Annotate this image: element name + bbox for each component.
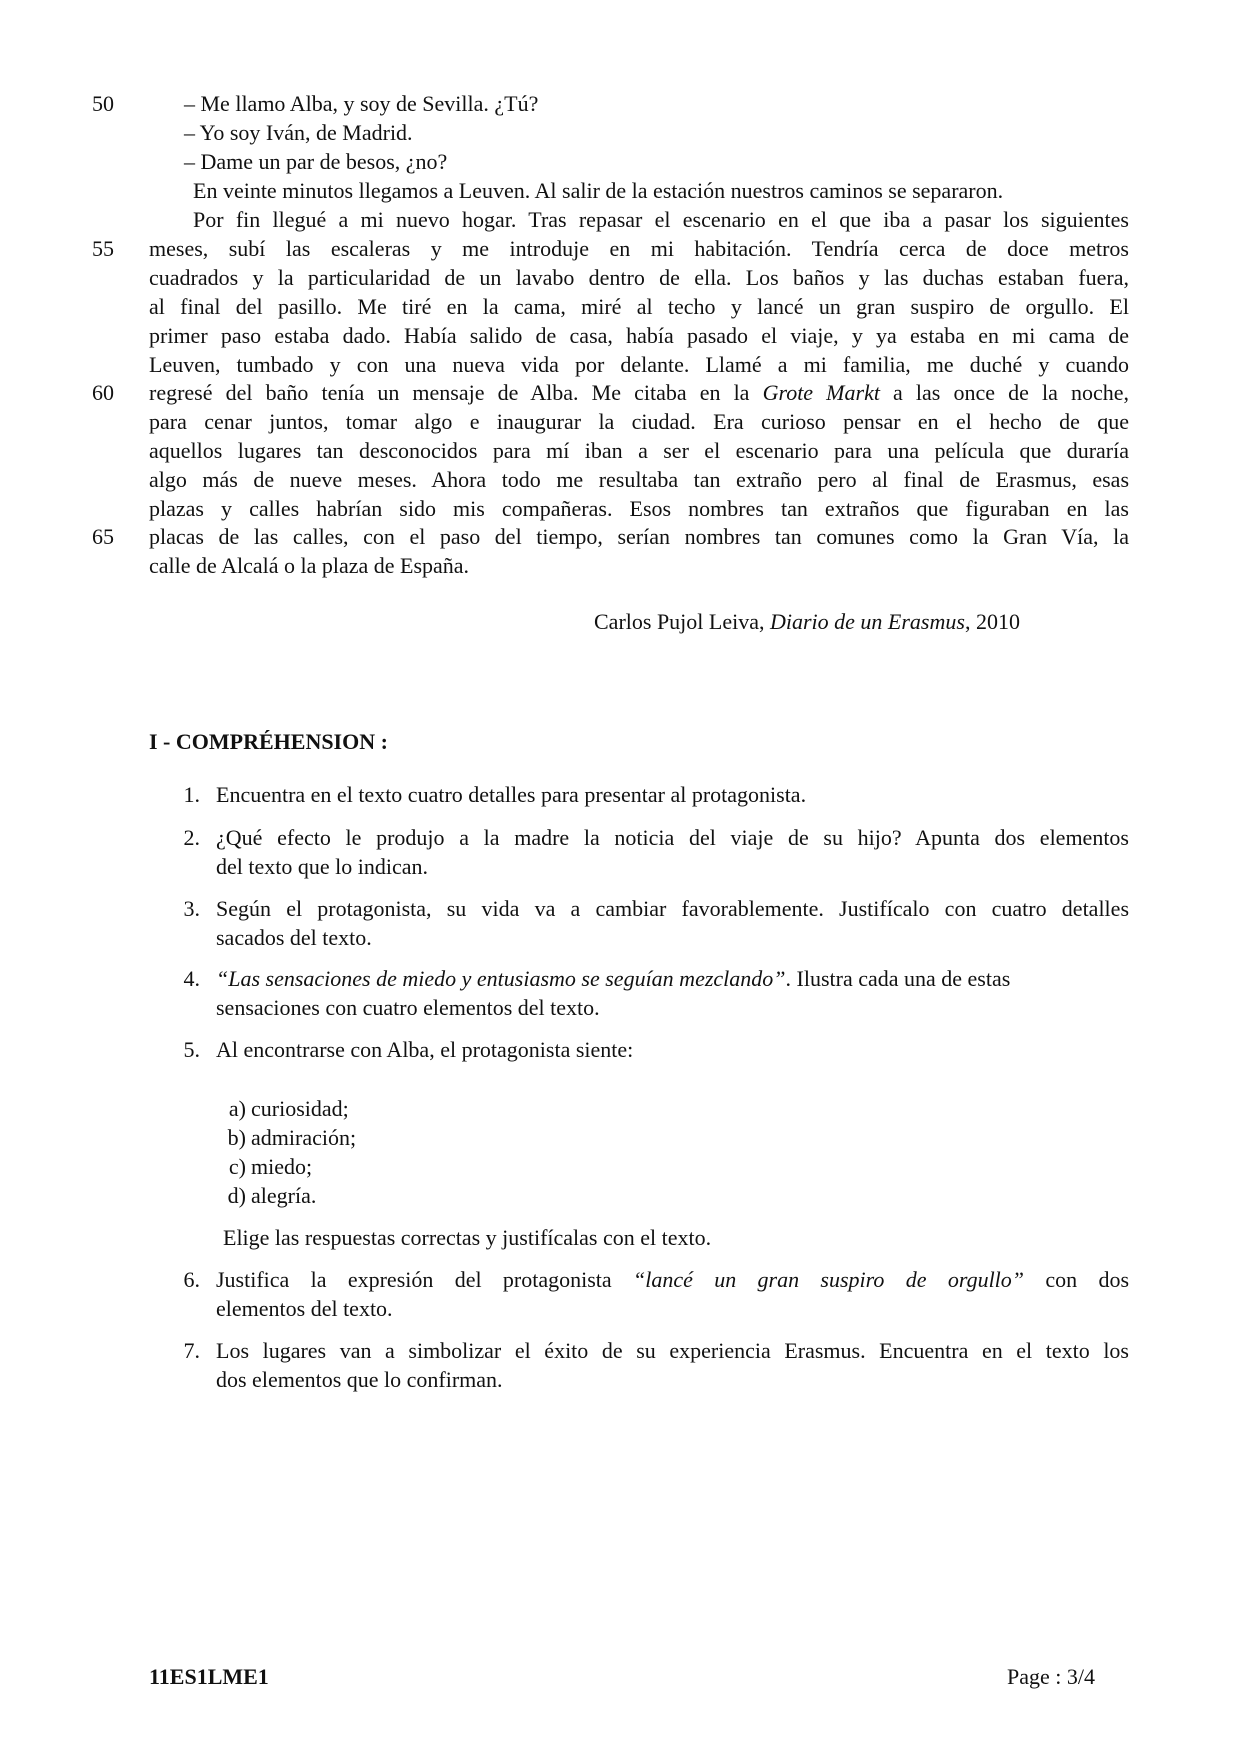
question-text: sensaciones con cuatro elementos del texto. <box>216 995 600 1020</box>
paragraph-line: calle de Alcalá o la plaza de España. <box>149 553 470 578</box>
place-name: Grote Markt <box>762 380 880 405</box>
option-letter: d) <box>227 1183 246 1208</box>
question-text-part: . Ilustra cada una de estas <box>785 966 1011 991</box>
quotation: “lancé un gran suspiro de orgullo” <box>633 1267 1025 1292</box>
question-text: dos elementos que lo confirman. <box>216 1367 503 1392</box>
source-attribution <box>594 607 1020 637</box>
question-text <box>216 1265 1129 1295</box>
line-text: regresé del baño tenía un mensaje de Alba. Me citaba en la <box>149 380 763 405</box>
question-text-part: con dos <box>1024 1267 1129 1292</box>
question-text: Al encontrarse con Alba, el protagonista siente: <box>216 1037 634 1062</box>
line-number-65: 65 <box>92 524 114 549</box>
paragraph-line: En veinte minutos llegamos a Leuven. Al salir de la estación nuestros caminos se separaron. <box>193 178 1004 203</box>
option-text: curiosidad; <box>251 1096 349 1121</box>
question-text: Encuentra en el texto cuatro detalles para presentar al protagonista. <box>216 782 807 807</box>
question-text-part: Justifica la expresión del protagonista <box>216 1267 633 1292</box>
exam-code: 11ES1LME1 <box>149 1664 269 1689</box>
question-text: del texto que lo indican. <box>216 854 428 879</box>
paragraph-line: meses, subí las escaleras y me introduje en mi habitación. Tendría cerca de doce metros <box>149 236 1129 261</box>
dialogue-line: – Me llamo Alba, y soy de Sevilla. ¿Tú? <box>184 91 539 116</box>
author: Carlos Pujol Leiva, <box>594 609 770 634</box>
question-number: 7. <box>183 1338 200 1363</box>
paragraph-line: cuadrados y la particularidad de un lavabo dentro de ella. Los baños y las duchas estaban fuera, <box>149 265 1129 290</box>
question-text: ¿Qué efecto le produjo a la madre la noticia del viaje de su hijo? Apunta dos elementos <box>216 825 1129 850</box>
line-number-50: 50 <box>92 91 114 116</box>
question-number: 2. <box>183 825 200 850</box>
option-text: miedo; <box>251 1154 313 1179</box>
paragraph-line: primer paso estaba dado. Había salido de casa, había pasado el viaje, y ya estaba en mi cama de <box>149 323 1129 348</box>
option-letter: c) <box>228 1154 246 1179</box>
paragraph-line <box>149 378 1129 408</box>
year: , 2010 <box>964 609 1020 634</box>
question-number: 6. <box>183 1267 200 1292</box>
option-letter: b) <box>227 1125 246 1150</box>
option-letter: a) <box>228 1096 246 1121</box>
dialogue-line: – Dame un par de besos, ¿no? <box>184 149 448 174</box>
line-number-55: 55 <box>92 236 114 261</box>
line-text: a las once de la noche, <box>879 380 1129 405</box>
question-text <box>216 964 1129 994</box>
option-text: admiración; <box>251 1125 357 1150</box>
question-number: 1. <box>183 782 200 807</box>
line-number-60: 60 <box>92 380 114 405</box>
paragraph-line: algo más de nueve meses. Ahora todo me resultaba tan extraño pero al final de Erasmus, esas <box>149 467 1129 492</box>
option-text: alegría. <box>251 1183 317 1208</box>
question-instruction: Elige las respuestas correctas y justifícalas con el texto. <box>223 1225 712 1250</box>
paragraph-line: plazas y calles habrían sido mis compañeras. Esos nombres tan extraños que figuraban en las <box>149 496 1129 521</box>
book-title: Diario de un Erasmus <box>769 609 965 634</box>
page-number: Page : 3/4 <box>1007 1664 1095 1689</box>
paragraph-line: aquellos lugares tan desconocidos para mí iban a ser el escenario para una película que duraría <box>149 438 1129 463</box>
question-text: Los lugares van a simbolizar el éxito de su experiencia Erasmus. Encuentra en el texto los <box>216 1338 1129 1363</box>
paragraph-line: al final del pasillo. Me tiré en la cama, miré al techo y lancé un gran suspiro de orgullo. El <box>149 294 1129 319</box>
question-number: 4. <box>183 966 200 991</box>
question-number: 5. <box>183 1037 200 1062</box>
question-text: elementos del texto. <box>216 1296 393 1321</box>
quotation: “Las sensaciones de miedo y entusiasmo se seguían mezclando” <box>216 966 786 991</box>
paragraph-line: Leuven, tumbado y con una nueva vida por delante. Llamé a mi familia, me duché y cuando <box>149 352 1129 377</box>
question-text: Según el protagonista, su vida va a cambiar favorablemente. Justifícalo con cuatro detalles <box>216 896 1129 921</box>
question-number: 3. <box>183 896 200 921</box>
dialogue-line: – Yo soy Iván, de Madrid. <box>184 120 413 145</box>
paragraph-line: placas de las calles, con el paso del tiempo, serían nombres tan comunes como la Gran Vía, la <box>149 524 1129 549</box>
paragraph-line: Por fin llegué a mi nuevo hogar. Tras repasar el escenario en el que iba a pasar los siguientes <box>193 207 1129 232</box>
question-text: sacados del texto. <box>216 925 372 950</box>
section-title: I - COMPRÉHENSION : <box>149 729 388 754</box>
paragraph-line: para cenar juntos, tomar algo e inaugurar la ciudad. Era curioso pensar en el hecho de que <box>149 409 1129 434</box>
